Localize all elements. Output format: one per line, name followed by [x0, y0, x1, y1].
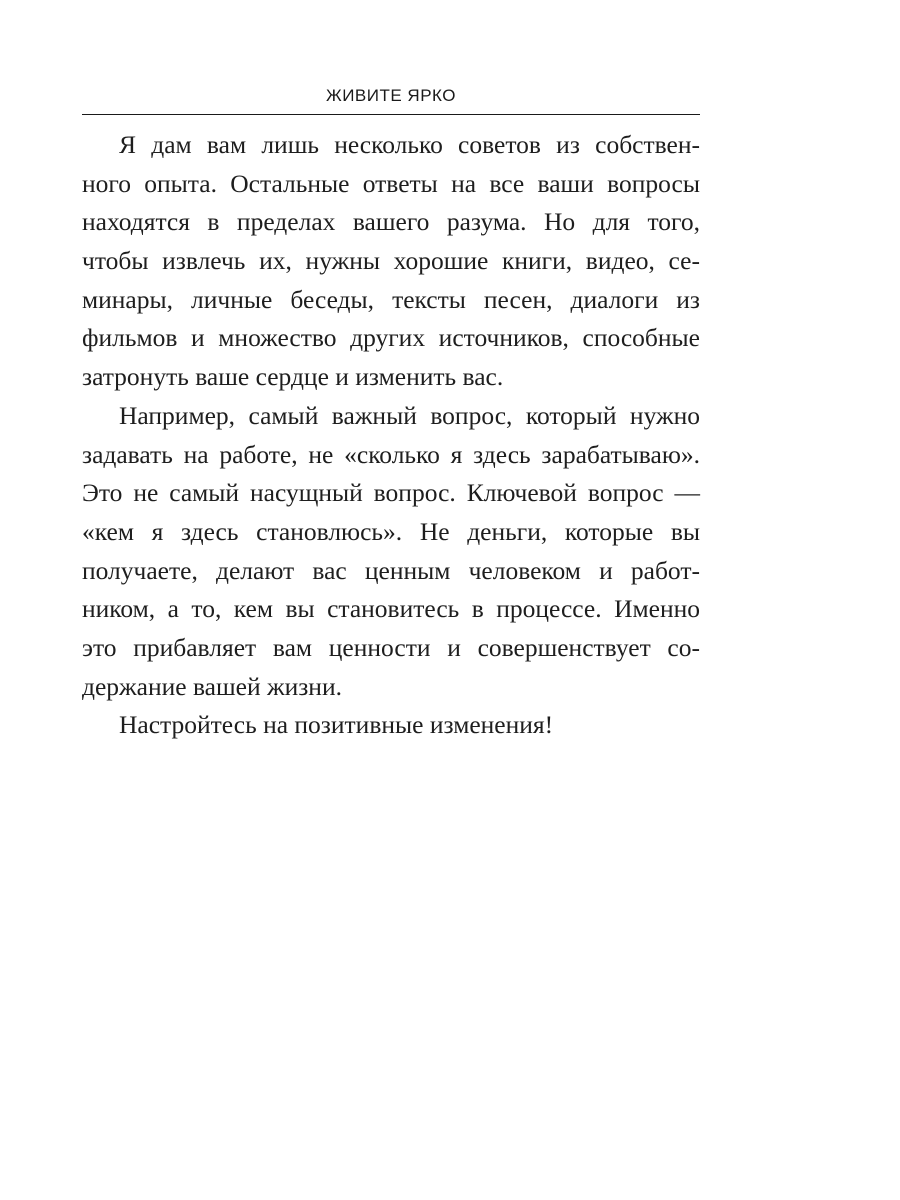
- text-line: держание вашей жизни.: [82, 671, 342, 701]
- text-line: Например, самый важный вопрос, который нужно: [119, 400, 700, 430]
- text-line: фильмов и множество других источников, способные: [82, 323, 700, 353]
- text-line: Настройтесь на позитивные изменения!: [119, 710, 554, 740]
- paragraph-2: [82, 397, 700, 707]
- text-line: задавать на работе, не «сколько я здесь зарабатываю».: [82, 439, 700, 469]
- body-text: [82, 126, 700, 745]
- paragraph-1: [82, 126, 700, 397]
- text-line: «кем я здесь становлюсь». Не деньги, которые вы: [82, 516, 700, 546]
- text-line: Я дам вам лишь несколько советов из собствен-: [119, 130, 700, 159]
- text-line: ного опыта. Остальные ответы на все ваши вопросы: [82, 168, 700, 198]
- running-title: ЖИВИТЕ ЯРКО: [326, 86, 456, 105]
- text-line: находятся в пределах вашего разума. Но для того,: [82, 207, 700, 237]
- text-line: это прибавляет вам ценности и совершенствует со-: [82, 632, 700, 662]
- text-line: получаете, делают вас ценным человеком и работ-: [82, 555, 700, 585]
- text-line: чтобы извлечь их, нужны хорошие книги, видео, се-: [82, 246, 700, 276]
- text-line: Это не самый насущный вопрос. Ключевой вопрос —: [82, 478, 700, 508]
- paragraph-3: [82, 706, 700, 745]
- text-line: затронуть ваше сердце и изменить вас.: [82, 362, 504, 392]
- header-rule: [82, 114, 700, 115]
- text-line: минары, личные беседы, тексты песен, диалоги из: [82, 284, 700, 314]
- text-line: ником, а то, кем вы становитесь в процессе. Именно: [82, 594, 700, 624]
